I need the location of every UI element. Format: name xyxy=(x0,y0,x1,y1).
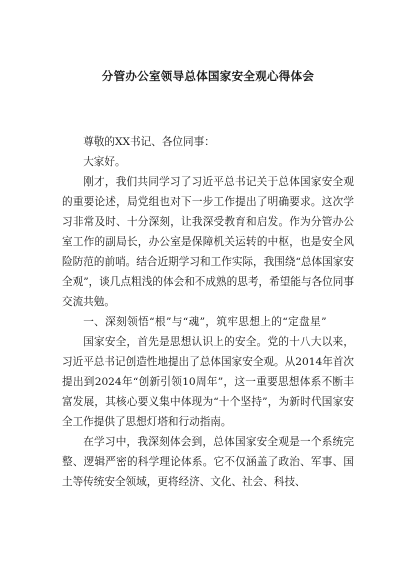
greeting: 大家好。 xyxy=(83,156,126,168)
salutation: 尊敬的XX书记、各位同事： xyxy=(83,136,215,148)
document-title: 分管办公室领导总体国家安全观心得体会 xyxy=(101,69,315,83)
intro-paragraph: 刚才，我们共同学习了习近平总书记关于总体国家安全观的重要论述，局党组也对下一步工作提出了明确要求。这次学习非常及时、十分深刻，让我深受教育和启发。作为分管办公室工作的副局长，办公室是保障机关运转的中枢，也是安全风险防范的前哨。结合近期学习和工作实际，我围绕“总体国家安全观”，谈几点粗浅的体会和不成熟的思考，希望能与各位同事交流共勉。 xyxy=(62,176,354,308)
section-1-paragraph-2: 在学习中，我深刻体会到，总体国家安全观是一个系统完整、逻辑严密的科学理论体系。它不仅涵盖了政治、军事、国土等传统安全领域，更将经济、文化、社会、科技、 xyxy=(62,436,354,488)
section-1-paragraph-1: 国家安全，首先是思想认识上的安全。党的十八大以来，习近平总书记创造性地提出了总体国家安全观。从2014年首次提出到2024年“创新引领10周年”，这一重要思想体系不断丰富发展，其核心要义集中体现为“十个坚持”，为新时代国家安全工作提供了思想灯塔和行动指南。 xyxy=(62,336,354,428)
section-heading-1: 一、深刻领悟“根”与“魂”，筑牢思想上的“定盘星” xyxy=(83,316,327,328)
document-body xyxy=(62,132,354,492)
